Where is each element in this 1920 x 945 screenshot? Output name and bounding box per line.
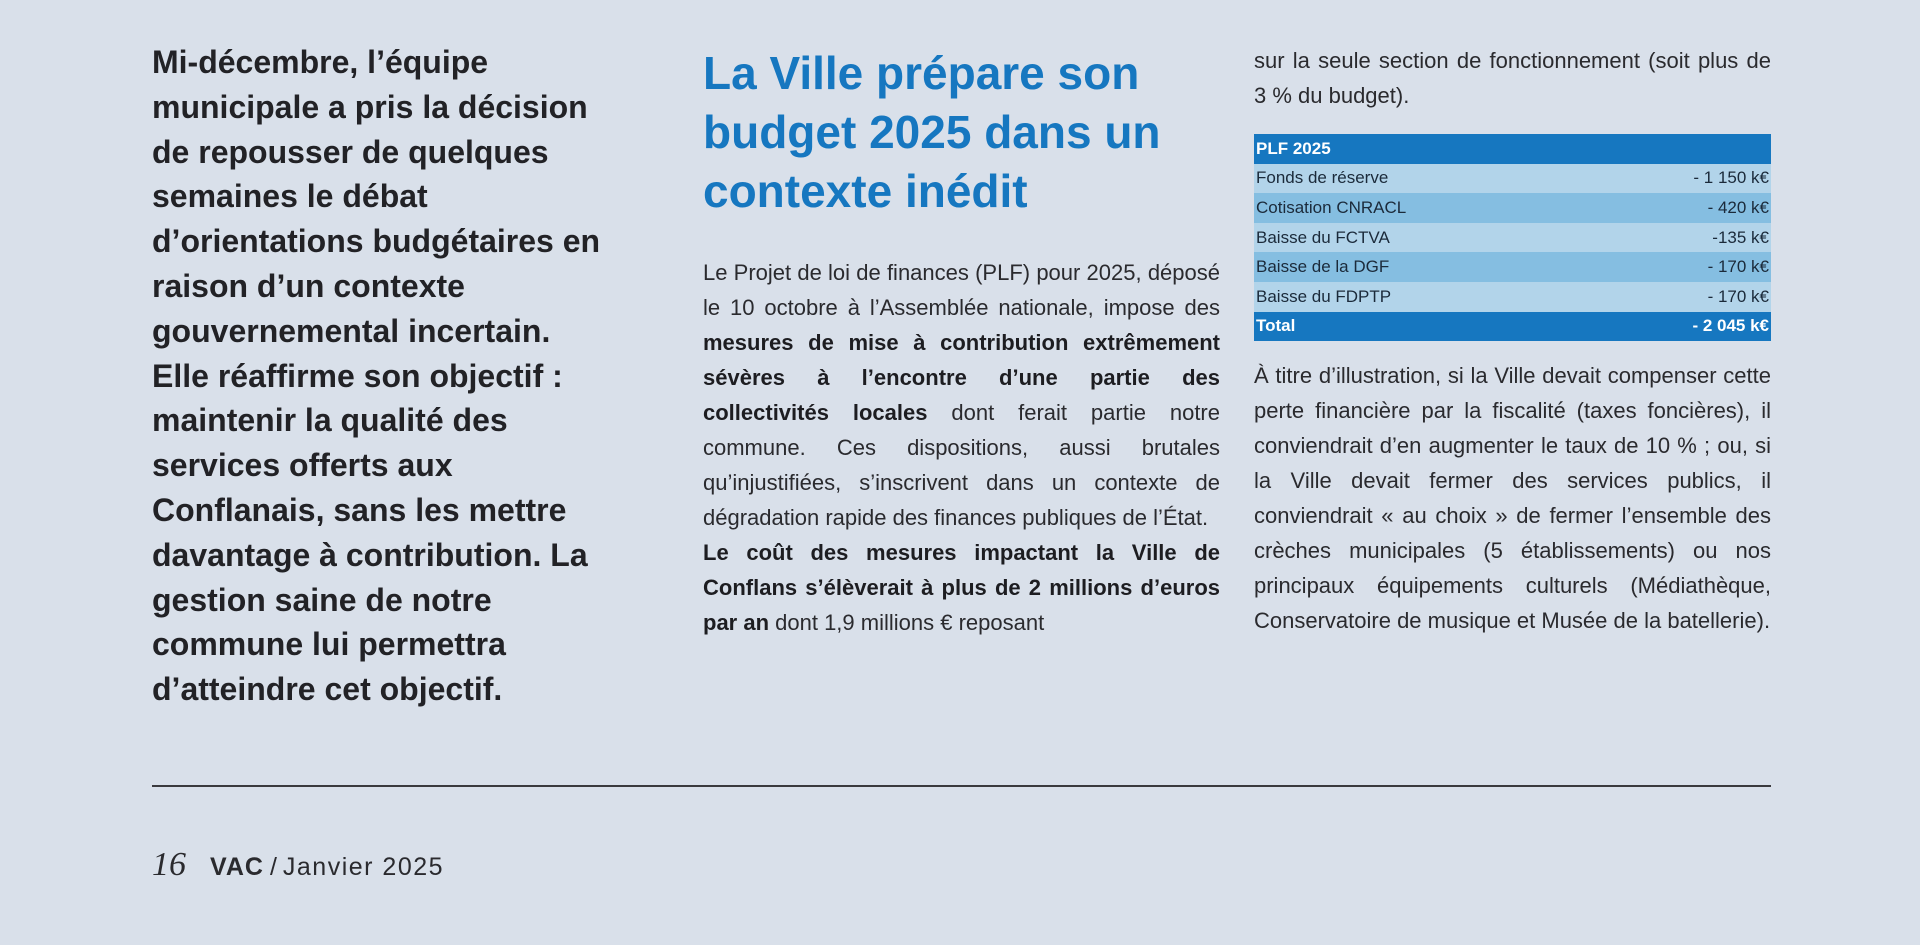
page-number: 16: [152, 846, 186, 883]
article-body: [703, 255, 1220, 640]
table-title: PLF 2025: [1254, 134, 1771, 164]
row-amount: - 170 k€: [1594, 252, 1771, 282]
row-amount: -135 k€: [1594, 223, 1771, 253]
row-label: Fonds de réserve: [1254, 164, 1594, 194]
magazine-name: VAC: [210, 853, 264, 881]
row-amount: - 1 150 k€: [1594, 164, 1771, 194]
plf-2025-table: [1254, 134, 1771, 341]
article-continuation: sur la seule section de fonctionnement (soit plus de 3 % du budget).: [1254, 48, 1771, 108]
paragraph-1-lead: Le Projet de loi de finances (PLF) pour 2025, déposé le 10 octobre à l’Assemblée nationale, impose des: [703, 260, 1220, 320]
row-amount: - 420 k€: [1594, 193, 1771, 223]
paragraph-1-tail: dont ferait partie notre commune. Ces dispositions, aussi brutales qu’injustifiées, s’inscrivent dans un contexte de dégradation rapide des finances publiques de l’État.: [703, 400, 1220, 530]
footer-separator: /: [269, 853, 277, 881]
article-paragraph-1: [703, 255, 1220, 535]
table-total-row: [1254, 312, 1771, 342]
row-amount: - 170 k€: [1594, 282, 1771, 312]
paragraph-1-emphasis: mesures de mise à contribution extrêmement sévères à l’encontre d’une partie des collectivités locales: [703, 330, 1220, 425]
row-label: Baisse du FCTVA: [1254, 223, 1594, 253]
article-paragraph-2: [703, 535, 1220, 640]
table-row: [1254, 223, 1771, 253]
footer-divider: [152, 785, 1771, 787]
table-row: [1254, 282, 1771, 312]
paragraph-2-tail: dont 1,9 millions € reposant: [769, 610, 1045, 635]
table-row: [1254, 252, 1771, 282]
total-amount: - 2 045 k€: [1594, 312, 1771, 342]
table-row: [1254, 193, 1771, 223]
article-headline: La Ville prépare son budget 2025 dans un contexte inédit: [703, 47, 1161, 217]
issue-date: Janvier 2025: [282, 853, 445, 881]
intro-text: Mi-décembre, l’équipe municipale a pris la décision de repousser de quelques semaines le débat d’orientations budgétaires en raison d’un contexte gouvernemental incertain. Elle réaffirme son objectif : maintenir la qualité des services offerts aux Conflanais, sans les mettre davantage à contribution. La gestion saine de notre commune lui permettra d’atteindre cet objectif.: [152, 44, 601, 708]
total-label: Total: [1254, 312, 1594, 342]
table-header-row: [1254, 134, 1771, 164]
row-label: Baisse de la DGF: [1254, 252, 1594, 282]
row-label: Baisse du FDPTP: [1254, 282, 1594, 312]
paragraph-2-emphasis: Le coût des mesures impactant la Ville de Conflans s’élèverait à plus de 2 millions d’euros par an: [703, 540, 1220, 635]
page-footer: [152, 846, 444, 884]
table-row: [1254, 164, 1771, 194]
row-label: Cotisation CNRACL: [1254, 193, 1594, 223]
article-closing-paragraph: À titre d’illustration, si la Ville devait compenser cette perte financière par la fiscalité (taxes foncières), il conviendrait d’en augmenter le taux de 10 % ; ou, si la Ville devait fermer des services publics, il conviendrait « au choix » de fermer l’ensemble des crèches municipales (5 établissements) ou nos principaux équipements culturels (Médiathèque, Conservatoire de musique et Musée de la batellerie).: [1254, 363, 1771, 633]
